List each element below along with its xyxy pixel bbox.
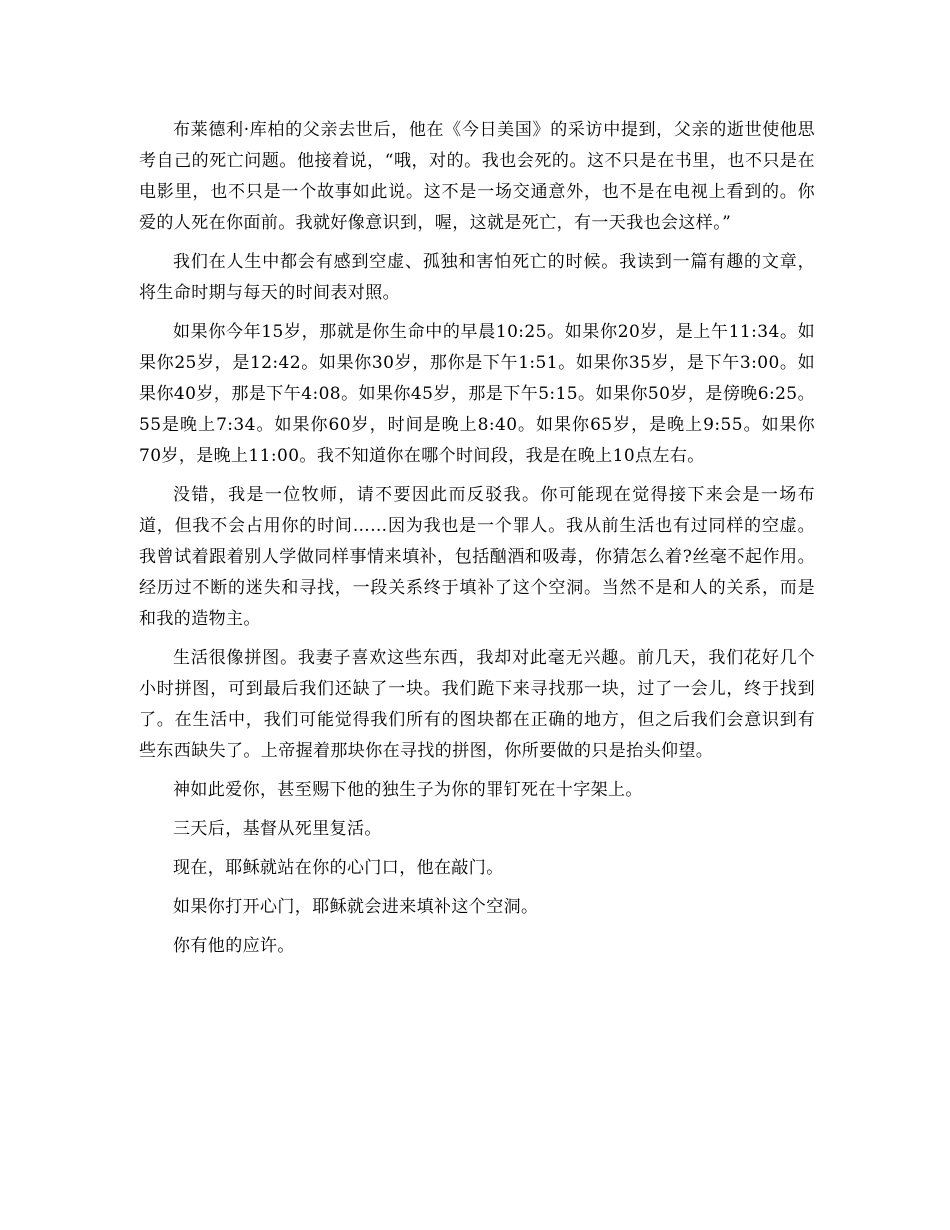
paragraph-bradley-cooper-quote: 布莱德利·库柏的父亲去世后，他在《今日美国》的采访中提到，父亲的逝世使他思考自己的死亡问题。他接着说，“哦，对的。我也会死的。这不只是在书里，也不只是在电影里，也不只是一个故事如此说。这不是一场交通意外，也不是在电视上看到的。你爱的人死在你面前。我就好像意识到，喔，这就是死亡，有一天我也会这样。”	[139, 120, 815, 233]
document-body	[139, 115, 815, 970]
paragraph-emptiness: 我们在人生中都会有感到空虚、孤独和害怕死亡的时候。我读到一篇有趣的文章，将生命时期与每天的时间表对照。	[139, 252, 815, 303]
paragraph-resurrection: 三天后，基督从死里复活。	[173, 819, 382, 839]
paragraph-life-clock: 如果你今年15岁，那就是你生命中的早晨10:25。如果你20岁，是上午11:34。如果你25岁，是12:42。如果你30岁，那你是下午1:51。如果你35岁，是下午3:00。如果你40岁，那是下午4:08。如果你45岁，那是下午5:15。如果你50岁，是傍晚6:25。55是晚上7:34。如果你60岁，时间是晚上8:40。如果你65岁，是晚上9:55。如果你70岁，是晚上11:00。我不知道你在哪个时间段，我是在晚上10点左右。	[139, 322, 815, 466]
paragraph-pastor: 没错，我是一位牧师，请不要因此而反驳我。你可能现在觉得接下来会是一场布道，但我不会占用你的时间……因为我也是一个罪人。我从前生活也有过同样的空虚。我曾试着跟着别人学做同样事情来填补，包括酗酒和吸毒，你猜怎么着?丝毫不起作用。经历过不断的迷失和寻找，一段关系终于填补了这个空洞。当然不是和人的关系，而是和我的造物主。	[139, 485, 815, 629]
paragraph-open-heart: 如果你打开心门，耶稣就会进来填补这个空洞。	[173, 897, 539, 917]
paragraph-promise: 你有他的应许。	[173, 936, 295, 956]
paragraph-puzzle: 生活很像拼图。我妻子喜欢这些东西，我却对此毫无兴趣。前几天，我们花好几个小时拼图，可到最后我们还缺了一块。我们跪下来寻找那一块，过了一会儿，终于找到了。在生活中，我们可能觉得我们所有的图块都在正确的地方，但之后我们会意识到有些东西缺失了。上帝握着那块你在寻找的拼图，你所要做的只是抬头仰望。	[139, 648, 815, 761]
paragraph-god-loves-you: 神如此爱你，甚至赐下他的独生子为你的罪钉死在十字架上。	[173, 780, 643, 800]
paragraph-knocking: 现在，耶稣就站在你的心门口，他在敲门。	[173, 858, 504, 878]
